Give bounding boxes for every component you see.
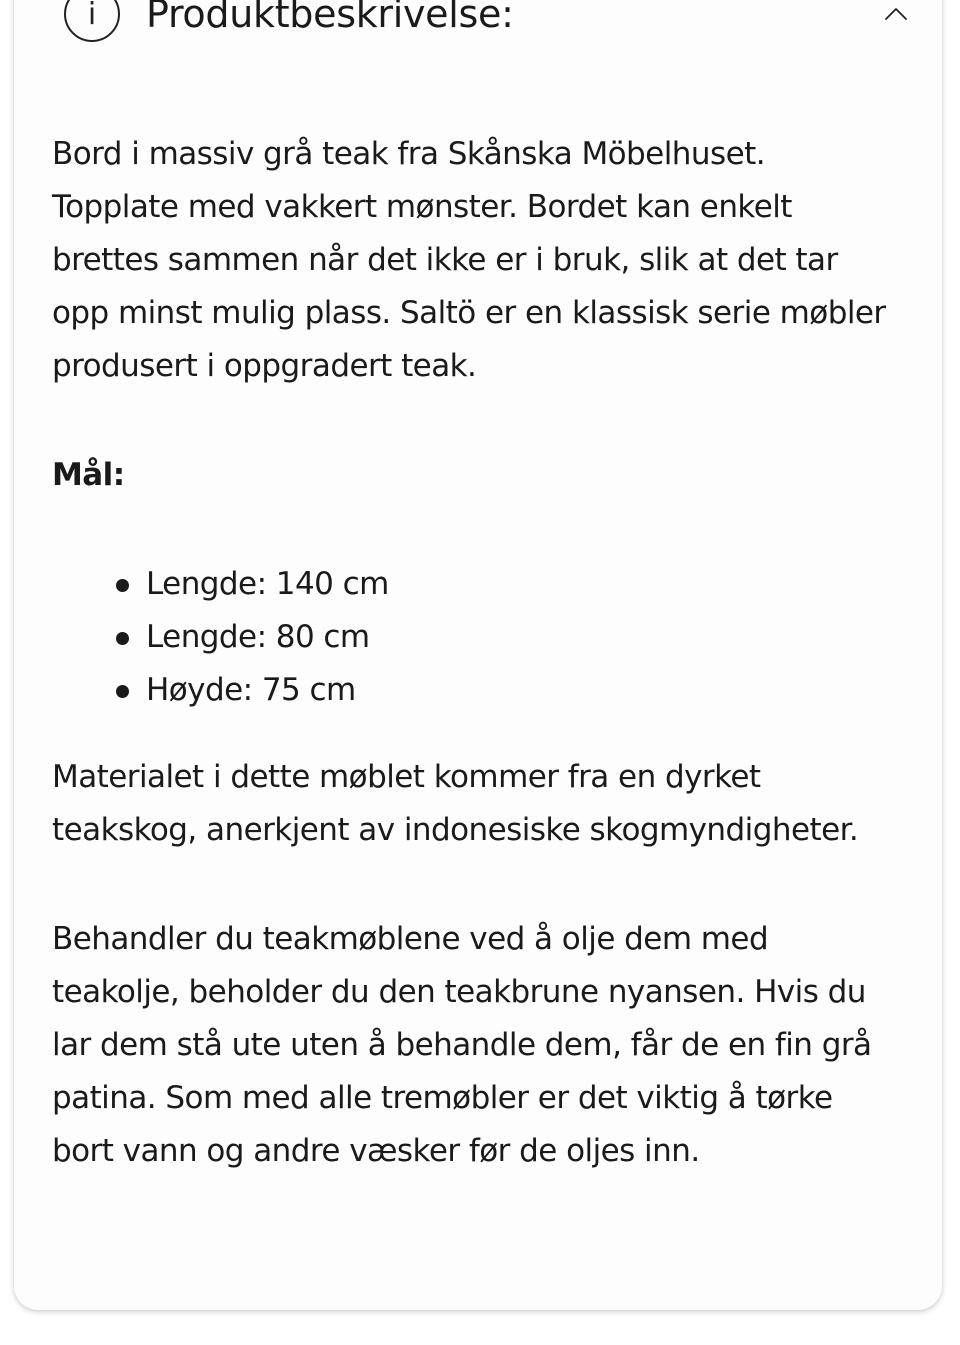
intro-line: Bord i massiv grå teak fra Skånska Möbelhuset. — [52, 136, 765, 172]
bullet-icon — [116, 579, 129, 592]
dimensions-heading: Mål: — [52, 457, 125, 493]
intro-line: produsert i oppgradert teak. — [52, 348, 477, 384]
info-icon — [64, 0, 120, 42]
intro-line: opp minst mulig plass. Saltö er en klassisk serie møbler — [52, 295, 886, 331]
chevron-up-icon[interactable] — [884, 2, 908, 26]
care-line: bort vann og andre væsker før de oljes inn. — [52, 1133, 700, 1169]
dimension-item — [110, 611, 912, 664]
material-line: teakskog, anerkjent av indonesiske skogmyndigheter. — [52, 812, 859, 848]
bullet-icon — [116, 685, 129, 698]
dimension-text: Høyde: 75 cm — [146, 672, 356, 708]
bullet-icon — [116, 632, 129, 645]
intro-line: Topplate med vakkert mønster. Bordet kan enkelt — [52, 189, 792, 225]
care-line: teakolje, beholder du den teakbrune nyansen. Hvis du — [52, 974, 866, 1010]
dimension-item — [110, 558, 912, 611]
accordion-header[interactable] — [64, 0, 924, 44]
material-paragraph — [52, 751, 912, 857]
dimension-text: Lengde: 80 cm — [146, 619, 370, 655]
dimension-item — [110, 664, 912, 717]
dimensions-list — [52, 558, 912, 717]
dimension-text: Lengde: 140 cm — [146, 566, 389, 602]
care-paragraph — [52, 913, 912, 1178]
care-line: Behandler du teakmøblene ved å olje dem med — [52, 921, 769, 957]
description-content — [52, 128, 912, 1178]
care-line: lar dem stå ute uten å behandle dem, får de en fin grå — [52, 1027, 872, 1063]
info-icon-glyph: i — [87, 0, 97, 32]
accordion-title: Produktbeskrivelse: — [146, 0, 514, 36]
intro-paragraph — [52, 128, 912, 393]
care-line: patina. Som med alle tremøbler er det viktig å tørke — [52, 1080, 833, 1116]
material-line: Materialet i dette møblet kommer fra en dyrket — [52, 759, 761, 795]
intro-line: brettes sammen når det ikke er i bruk, slik at det tar — [52, 242, 838, 278]
